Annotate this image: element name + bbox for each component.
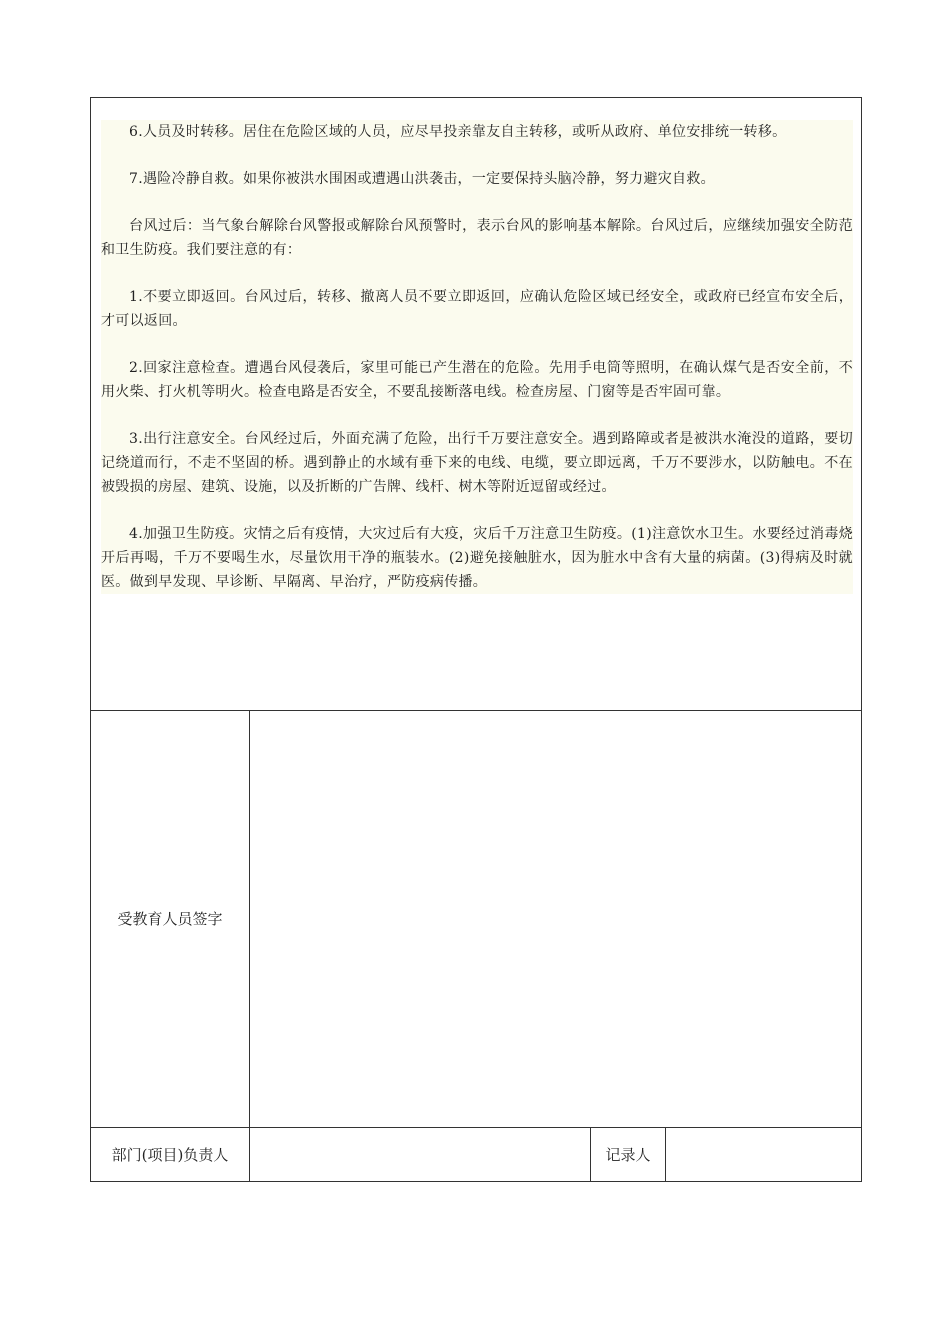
content-paragraph-1-no-return: 1.不要立即返回。台风过后，转移、撤离人员不要立即返回，应确认危险区域已经安全，或政府已经宣布安全后，才可以返回。: [101, 289, 853, 329]
content-paragraph-3-travel-safety: 3.出行注意安全。台风经过后，外面充满了危险，出行千万要注意安全。遇到路障或者是被洪水淹没的道路，要切记绕道而行，不走不坚固的桥。遇到静止的水域有垂下来的电线、电缆，要立即远离，千万不要涉水，以防触电。不在被毁损的房屋、建筑、设施，以及折断的广告牌、线杆、树木等附近逗留或经过。: [101, 431, 853, 495]
signature-area[interactable]: [250, 710, 861, 1127]
content-paragraph-7-self-rescue: 7.遇险冷静自救。如果你被洪水围困或遭遇山洪袭击，一定要保持头脑冷静，努力避灾自救。: [129, 171, 715, 187]
signature-label: 受教育人员签字: [91, 710, 250, 1127]
content-paragraph-2-home-check: 2.回家注意检查。遭遇台风侵袭后，家里可能已产生潜在的危险。先用手电筒等照明，在确认煤气是否安全前，不用火柴、打火机等明火。检查电路是否安全，不要乱接断落电线。检查房屋、门窗等是否牢固可靠。: [101, 360, 853, 400]
recorder-field[interactable]: [666, 1128, 861, 1181]
dept-head-field[interactable]: [250, 1128, 591, 1181]
education-content-cell: [91, 98, 861, 711]
education-content-text: [101, 120, 853, 594]
content-paragraph-4-epidemic-prevention: 4.加强卫生防疫。灾情之后有疫情，大灾过后有大疫，灾后千万注意卫生防疫。(1)注意饮水卫生。水要经过消毒烧开后再喝，千万不要喝生水，尽量饮用干净的瓶装水。(2)避免接触脏水，因为脏水中含有大量的病菌。(3)得病及时就医。做到早发现、早诊断、早隔离、早治疗，严防疫病传播。: [101, 526, 853, 590]
dept-head-label: 部门(项目)负责人: [91, 1128, 250, 1181]
signature-row: [91, 710, 861, 1128]
content-paragraph-6-evacuate: 6.人员及时转移。居住在危险区域的人员，应尽早投亲靠友自主转移，或听从政府、单位安排统一转移。: [129, 124, 787, 140]
recorder-label: 记录人: [591, 1128, 666, 1181]
content-paragraph-after-typhoon: 台风过后：当气象台解除台风警报或解除台风预警时，表示台风的影响基本解除。台风过后，应继续加强安全防范和卫生防疫。我们要注意的有：: [101, 218, 853, 258]
footer-row: [91, 1128, 861, 1181]
safety-education-form: [90, 97, 862, 1182]
